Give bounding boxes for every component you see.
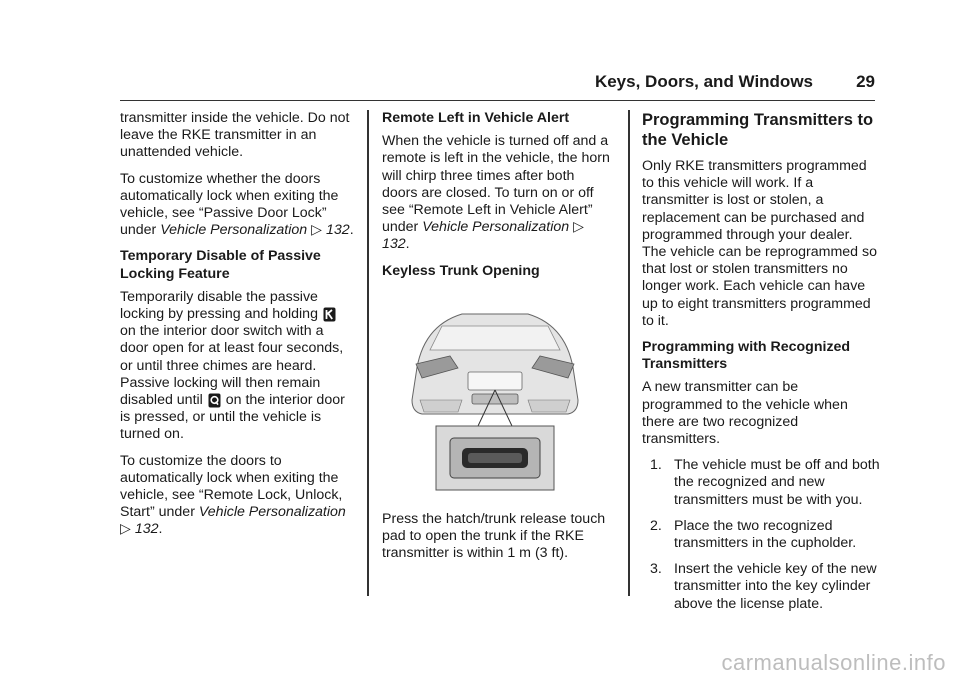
page-ref-number[interactable]: 132 [134,521,159,538]
paragraph: To customize whether the doors automatically lock when exiting the vehicle, see “Passive Door Lock” under Vehicle Personalization ▷ 132. [120,170,354,239]
cross-reference[interactable]: Vehicle Personalization [198,504,346,521]
triangle-ref-icon: ▷ [311,222,323,239]
lock-key-icon [323,307,336,322]
paragraph: transmitter inside the vehicle. Do not leave the RKE transmitter in an unattended vehicle. [120,110,350,161]
triangle-ref-icon: ▷ [120,521,131,538]
subheading: Programming with Recognized Transmitters [642,339,851,373]
paragraph: Temporarily disable the passive locking by pressing and holding on the interior door switch with a door open for at least four seconds, or until three chimes are heard. Passive locking will then remain disabled until on the interior door is pressed, or until the vehicle is turned on. [120,288,345,443]
list-item: 3. Insert the vehicle key of the new transmitter into the key cylinder above the license plate. [650,561,877,612]
list-item: 1. The vehicle must be off and both the recognized and new transmitters must be with you. [650,457,880,508]
section-heading: Programming Transmitters to the Vehicle [642,111,874,149]
triangle-ref-icon: ▷ [573,219,585,236]
cross-reference[interactable]: Vehicle Personalization [160,222,308,239]
page-header [120,70,875,101]
trunk-release-illustration [402,304,588,494]
list-item: 2. Place the two recognized transmitters in the cupholder. [650,517,857,552]
page-ref-number[interactable]: 132 [382,236,406,253]
cross-reference[interactable]: Vehicle Personalization [422,219,570,236]
column-3 [642,110,880,622]
paragraph: A new transmitter can be programmed to the vehicle when there are two recognized transmitters. [642,379,848,448]
subheading: Temporary Disable of Passive Locking Feature [120,248,321,282]
subheading: Keyless Trunk Opening [382,262,540,279]
column-1 [120,110,355,548]
section-title: Keys, Doors, and Windows [594,72,813,91]
steps-list [642,457,880,613]
unlock-key-icon [208,393,221,408]
page-number: 29 [856,72,875,91]
paragraph: Only RKE transmitters programmed to this vehicle will work. If a transmitter is lost or stolen, a replacement can be purchased and programmed through your dealer. The vehicle can be reprogrammed so that lost or stolen transmitters no longer work. Each vehicle can have up to eight transmitters programmed to it. [642,158,878,329]
page-ref-number[interactable]: 132 [326,222,350,239]
column-divider [367,110,369,596]
watermark: carmanualsonline.info [721,650,946,675]
paragraph: When the vehicle is turned off and a remote is left in the vehicle, the horn will chirp three times after both doors are closed. To turn on or off see “Remote Left in Vehicle Alert” under Vehicle Personalization ▷ 132. [382,133,610,253]
column-2 [382,110,612,572]
paragraph: To customize the doors to automatically lock when exiting the vehicle, see “Remote Lock, Unlock, Start” under Vehicle Personalization ▷ 132. [120,452,346,538]
column-divider [628,110,630,596]
paragraph: Press the hatch/trunk release touch pad to open the trunk if the RKE transmitter is within 1 m (3 ft). [382,511,606,562]
subheading: Remote Left in Vehicle Alert [382,110,570,126]
